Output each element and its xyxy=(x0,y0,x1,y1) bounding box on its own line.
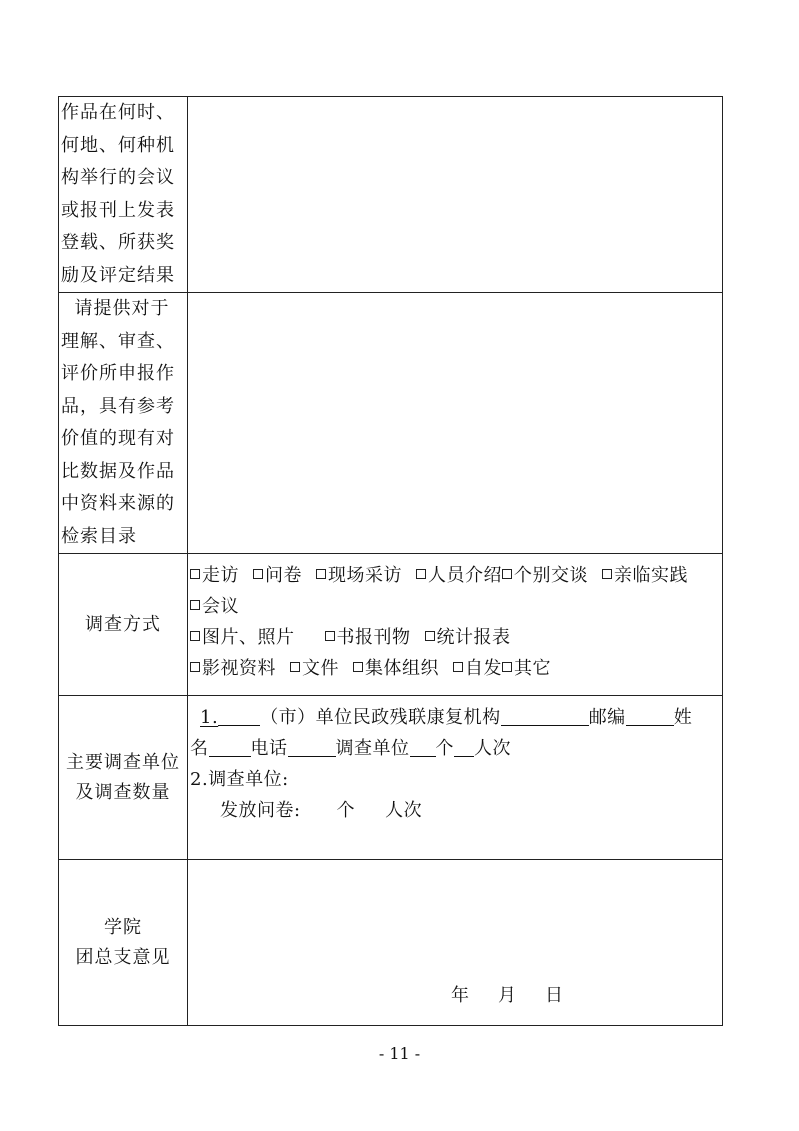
phone-blank[interactable] xyxy=(288,737,336,757)
checkbox-icon[interactable] xyxy=(316,569,326,579)
row-references xyxy=(59,293,723,554)
application-form-table xyxy=(58,96,723,1026)
survey-units-label-line: 及调查数量 xyxy=(75,781,171,803)
name-blank[interactable] xyxy=(209,737,251,757)
venue-label xyxy=(59,97,188,293)
checkbox-icon[interactable] xyxy=(253,569,263,579)
survey-units-label xyxy=(59,696,188,860)
references-label-line: 比数据及作品 xyxy=(61,460,175,482)
checkbox-icon[interactable] xyxy=(416,569,426,579)
college-opinion-field[interactable] xyxy=(188,860,723,1026)
name-label-b: 名 xyxy=(190,738,209,759)
city-blank[interactable] xyxy=(218,706,260,726)
option-other[interactable]: 其它 xyxy=(502,658,551,679)
checkbox-icon[interactable] xyxy=(353,662,363,672)
option-individual-talk[interactable]: 个别交谈 xyxy=(502,565,588,586)
option-video[interactable]: 影视资料 xyxy=(190,658,276,679)
item2-label: 调查单位: xyxy=(208,769,289,790)
references-label-line: 请提供对于 xyxy=(61,298,170,319)
checkbox-icon[interactable] xyxy=(190,631,200,641)
date-day: 日 xyxy=(545,985,564,1006)
option-questionnaire[interactable]: 问卷 xyxy=(253,565,302,586)
page-number: - 11 - xyxy=(378,1044,421,1063)
checkbox-icon[interactable] xyxy=(502,662,512,672)
institution-blank[interactable] xyxy=(501,706,589,726)
option-publications[interactable]: 书报刊物 xyxy=(325,627,411,648)
option-onsite-interview[interactable]: 现场采访 xyxy=(316,565,402,586)
distribute-label: 发放问卷: xyxy=(220,800,301,821)
row-venue xyxy=(59,97,723,293)
venue-label-line: 作品在何时、 xyxy=(61,102,175,123)
name-label-a: 姓 xyxy=(673,707,693,728)
item1-city-text: （市）单位民政残联康复机构 xyxy=(260,707,501,728)
survey-units-field xyxy=(188,696,723,860)
venue-label-line: 励及评定结果 xyxy=(61,264,175,286)
checkbox-icon[interactable] xyxy=(602,569,612,579)
college-opinion-label-line: 学院 xyxy=(104,916,142,938)
checkbox-icon[interactable] xyxy=(502,569,512,579)
checkbox-icon[interactable] xyxy=(190,662,200,672)
references-field[interactable] xyxy=(188,293,723,554)
option-photos[interactable]: 图片、照片 xyxy=(190,627,295,648)
checkbox-icon[interactable] xyxy=(190,600,200,610)
row-survey-method xyxy=(59,554,723,696)
row-college-opinion xyxy=(59,860,723,1026)
survey-method-label: 调查方式 xyxy=(59,554,188,696)
unit-count-label: 个 xyxy=(435,738,454,759)
item2-prefix: 2. xyxy=(190,769,209,790)
option-collective[interactable]: 集体组织 xyxy=(353,658,439,679)
phone-label: 电话 xyxy=(250,738,288,759)
checkbox-icon[interactable] xyxy=(290,662,300,672)
venue-label-line: 何地、何种机 xyxy=(61,134,175,156)
option-spontaneous[interactable]: 自发 xyxy=(453,658,502,679)
college-opinion-label xyxy=(59,860,188,1026)
date-month: 月 xyxy=(498,985,517,1006)
postcode-blank[interactable] xyxy=(626,706,674,726)
row-survey-units xyxy=(59,696,723,860)
option-visit[interactable]: 走访 xyxy=(190,565,239,586)
checkbox-icon[interactable] xyxy=(453,662,463,672)
distribute-person: 人次 xyxy=(385,800,423,821)
option-documents[interactable]: 文件 xyxy=(290,658,339,679)
college-opinion-label-line: 团总支意见 xyxy=(75,946,171,968)
signature-date xyxy=(451,981,564,1007)
survey-units-label-line: 主要调查单位 xyxy=(66,751,180,773)
option-referral[interactable]: 人员介绍 xyxy=(416,565,502,586)
distribute-count: 个 xyxy=(336,800,356,821)
option-practice[interactable]: 亲临实践 xyxy=(602,565,688,586)
survey-method-options xyxy=(188,554,723,696)
venue-label-line: 或报刊上发表 xyxy=(61,199,175,221)
person-count-blank[interactable] xyxy=(454,737,474,757)
item1-prefix: 1. xyxy=(200,707,219,728)
references-label xyxy=(59,293,188,554)
venue-label-line: 登载、所获奖 xyxy=(61,232,175,253)
postcode-label: 邮编 xyxy=(588,707,626,728)
references-label-line: 评价所申报作 xyxy=(61,363,175,384)
references-label-line: 理解、审查、 xyxy=(61,330,175,352)
person-count-label: 人次 xyxy=(474,738,511,759)
checkbox-icon[interactable] xyxy=(425,631,435,641)
references-label-line: 检索目录 xyxy=(61,525,137,547)
checkbox-icon[interactable] xyxy=(190,569,200,579)
references-label-line: 品，具有参考 xyxy=(61,395,175,417)
unit-count-blank[interactable] xyxy=(410,737,436,757)
venue-label-line: 构举行的会议 xyxy=(61,167,175,188)
checkbox-icon[interactable] xyxy=(325,631,335,641)
option-statistics[interactable]: 统计报表 xyxy=(425,627,511,648)
venue-field[interactable] xyxy=(188,97,723,293)
references-label-line: 价值的现有对 xyxy=(61,428,175,449)
unit-label: 调查单位 xyxy=(335,738,410,759)
date-year: 年 xyxy=(451,985,470,1006)
option-meeting[interactable]: 会议 xyxy=(190,596,239,617)
references-label-line: 中资料来源的 xyxy=(61,493,175,514)
